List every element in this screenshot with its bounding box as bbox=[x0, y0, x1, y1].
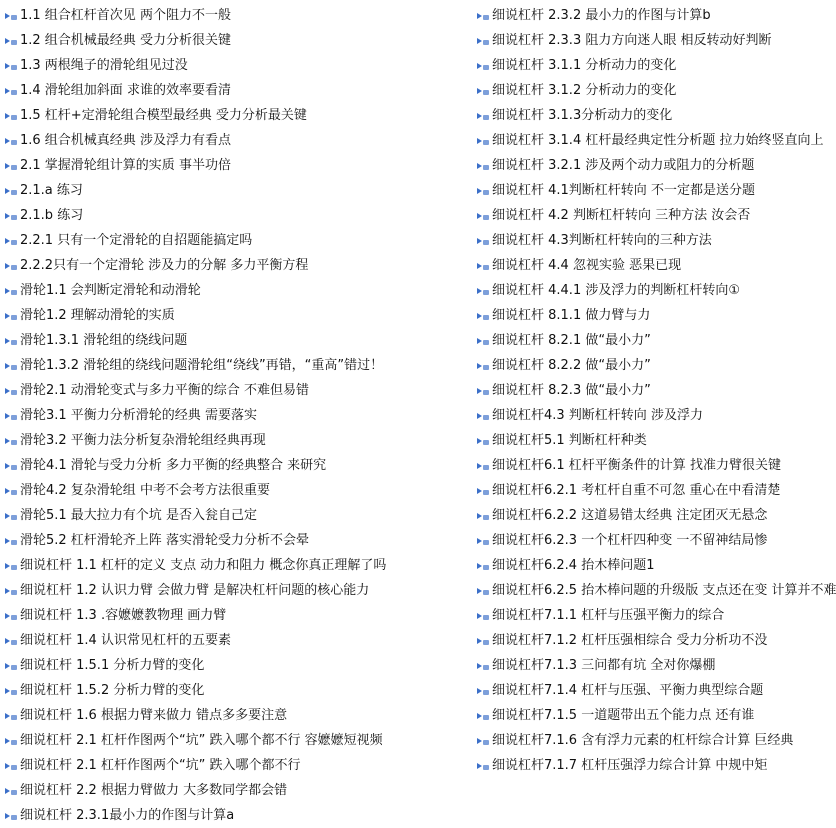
file-list-item[interactable] bbox=[4, 753, 474, 778]
file-name-label: 细说杠杆5.1 判断杠杆种类 bbox=[492, 433, 647, 448]
media-file-icon bbox=[4, 709, 19, 722]
file-name-label: 1.1 组合杠杆首次见 两个阻力不一般 bbox=[20, 8, 231, 23]
file-list-item[interactable] bbox=[476, 603, 836, 628]
file-name-label: 细说杠杆 3.1.3分析动力的变化 bbox=[492, 108, 673, 123]
media-file-icon bbox=[476, 734, 491, 747]
file-name-label: 1.5 杠杆+定滑轮组合模型最经典 受力分析最关键 bbox=[20, 108, 307, 123]
media-file-icon bbox=[4, 609, 19, 622]
file-list-item[interactable] bbox=[4, 653, 474, 678]
file-name-label: 滑轮2.1 动滑轮变式与多力平衡的综合 不难但易错 bbox=[20, 383, 309, 398]
file-name-label: 滑轮1.3.2 滑轮组的绕线问题滑轮组“绕线”再错，“重高”错过！ bbox=[20, 358, 384, 373]
media-file-icon bbox=[4, 634, 19, 647]
file-list-item[interactable] bbox=[4, 553, 474, 578]
file-name-label: 1.4 滑轮组加斜面 求谁的效率要看清 bbox=[20, 83, 231, 98]
file-name-label: 1.6 组合机械真经典 涉及浮力有看点 bbox=[20, 133, 231, 148]
media-file-icon bbox=[4, 484, 19, 497]
file-list-item[interactable] bbox=[4, 253, 474, 278]
media-file-icon bbox=[476, 634, 491, 647]
media-file-icon bbox=[4, 9, 19, 22]
file-list-item[interactable] bbox=[4, 378, 474, 403]
file-list-item[interactable] bbox=[4, 303, 474, 328]
media-file-icon bbox=[476, 34, 491, 47]
file-list-item[interactable] bbox=[476, 53, 836, 78]
media-file-icon bbox=[4, 334, 19, 347]
media-file-icon bbox=[4, 184, 19, 197]
media-file-icon bbox=[4, 659, 19, 672]
file-name-label: 细说杠杆7.1.7 杠杆压强浮力综合计算 中规中矩 bbox=[492, 758, 768, 773]
file-list-item[interactable] bbox=[4, 203, 474, 228]
file-list-item[interactable] bbox=[476, 428, 836, 453]
media-file-icon bbox=[4, 109, 19, 122]
file-list-item[interactable] bbox=[4, 503, 474, 528]
file-name-label: 细说杠杆4.3 判断杠杆转向 涉及浮力 bbox=[492, 408, 703, 423]
file-name-label: 细说杠杆 1.1 杠杆的定义 支点 动力和阻力 概念你真正理解了吗 bbox=[20, 558, 387, 573]
media-file-icon bbox=[4, 759, 19, 772]
file-list-item[interactable] bbox=[4, 803, 474, 828]
media-file-icon bbox=[476, 759, 491, 772]
media-file-icon bbox=[476, 259, 491, 272]
media-file-icon bbox=[476, 409, 491, 422]
media-file-icon bbox=[476, 559, 491, 572]
file-name-label: 细说杠杆 3.1.2 分析动力的变化 bbox=[492, 83, 677, 98]
file-name-label: 细说杠杆 4.4.1 涉及浮力的判断杠杆转向① bbox=[492, 283, 740, 298]
media-file-icon bbox=[4, 359, 19, 372]
file-list-item[interactable] bbox=[4, 478, 474, 503]
file-list-item[interactable] bbox=[476, 403, 836, 428]
file-name-label: 细说杠杆 4.3判断杠杆转向的三种方法 bbox=[492, 233, 712, 248]
media-file-icon bbox=[476, 184, 491, 197]
file-name-label: 细说杠杆 4.1判断杠杆转向 不一定都是送分题 bbox=[492, 183, 755, 198]
file-list-item[interactable] bbox=[4, 728, 474, 753]
media-file-icon bbox=[476, 284, 491, 297]
media-file-icon bbox=[476, 59, 491, 72]
media-file-icon bbox=[476, 584, 491, 597]
file-list-item[interactable] bbox=[476, 128, 836, 153]
media-file-icon bbox=[476, 309, 491, 322]
file-name-label: 细说杠杆 2.3.3 阻力方向迷人眼 相反转动好判断 bbox=[492, 33, 772, 48]
file-name-label: 2.2.1 只有一个定滑轮的自招题能搞定吗 bbox=[20, 233, 253, 248]
file-list-item[interactable] bbox=[4, 403, 474, 428]
file-list-item[interactable] bbox=[4, 103, 474, 128]
media-file-icon bbox=[476, 159, 491, 172]
file-list-item[interactable] bbox=[476, 578, 836, 603]
file-name-label: 细说杠杆 3.1.4 杠杆最经典定性分析题 拉力始终竖直向上 bbox=[492, 133, 824, 148]
file-name-label: 1.3 两根绳子的滑轮组见过没 bbox=[20, 58, 188, 73]
media-file-icon bbox=[476, 609, 491, 622]
file-list-item[interactable] bbox=[476, 178, 836, 203]
file-name-label: 细说杠杆 1.4 认识常见杠杆的五要素 bbox=[20, 633, 231, 648]
file-list-item[interactable] bbox=[4, 353, 474, 378]
file-list-item[interactable] bbox=[476, 328, 836, 353]
file-name-label: 细说杠杆 8.1.1 做力臂与力 bbox=[492, 308, 651, 323]
media-file-icon bbox=[476, 709, 491, 722]
file-name-label: 细说杠杆7.1.1 杠杆与压强平衡力的综合 bbox=[492, 608, 725, 623]
file-list-item[interactable] bbox=[476, 378, 836, 403]
file-list-item[interactable] bbox=[476, 203, 836, 228]
media-file-icon bbox=[4, 734, 19, 747]
media-file-icon bbox=[4, 784, 19, 797]
file-list-item[interactable] bbox=[4, 278, 474, 303]
file-list-item[interactable] bbox=[4, 153, 474, 178]
media-file-icon bbox=[476, 109, 491, 122]
file-list-item[interactable] bbox=[476, 503, 836, 528]
media-file-icon bbox=[4, 684, 19, 697]
file-list-item[interactable] bbox=[4, 428, 474, 453]
file-list-item[interactable] bbox=[476, 3, 836, 28]
file-list-item[interactable] bbox=[476, 553, 836, 578]
file-list-item[interactable] bbox=[476, 228, 836, 253]
file-list-item[interactable] bbox=[476, 678, 836, 703]
file-name-label: 细说杠杆 1.2 认识力臂 会做力臂 是解决杠杆问题的核心能力 bbox=[20, 583, 370, 598]
file-name-label: 细说杠杆 2.1 杠杆作图两个“坑” 跌入哪个都不行 bbox=[20, 758, 301, 773]
file-name-label: 细说杠杆 4.4 忽视实验 恶果已现 bbox=[492, 258, 682, 273]
media-file-icon bbox=[476, 684, 491, 697]
file-name-label: 滑轮4.2 复杂滑轮组 中考不会考方法很重要 bbox=[20, 483, 270, 498]
media-file-icon bbox=[4, 534, 19, 547]
media-file-icon bbox=[4, 584, 19, 597]
file-list-item[interactable] bbox=[4, 453, 474, 478]
media-file-icon bbox=[4, 59, 19, 72]
media-file-icon bbox=[4, 34, 19, 47]
file-name-label: 滑轮1.3.1 滑轮组的绕线问题 bbox=[20, 333, 188, 348]
file-name-label: 滑轮5.2 杠杆滑轮齐上阵 落实滑轮受力分析不会晕 bbox=[20, 533, 309, 548]
media-file-icon bbox=[4, 309, 19, 322]
file-name-label: 细说杠杆 2.2 根据力臂做力 大多数同学都会错 bbox=[20, 783, 288, 798]
media-file-icon bbox=[4, 84, 19, 97]
media-file-icon bbox=[476, 9, 491, 22]
file-name-label: 细说杠杆 1.3 .容嬷嬷教物理 画力臂 bbox=[20, 608, 227, 623]
file-list-item[interactable] bbox=[476, 628, 836, 653]
file-list-item[interactable] bbox=[476, 253, 836, 278]
file-name-label: 细说杠杆 2.3.1最小力的作图与计算a bbox=[20, 808, 235, 823]
media-file-icon bbox=[4, 809, 19, 822]
media-file-icon bbox=[476, 209, 491, 222]
file-name-label: 2.2.2只有一个定滑轮 涉及力的分解 多力平衡方程 bbox=[20, 258, 309, 273]
media-file-icon bbox=[476, 334, 491, 347]
file-name-label: 细说杠杆 3.1.1 分析动力的变化 bbox=[492, 58, 677, 73]
media-file-icon bbox=[476, 534, 491, 547]
file-name-label: 1.2 组合机械最经典 受力分析很关键 bbox=[20, 33, 231, 48]
file-name-label: 细说杠杆6.2.1 考杠杆自重不可忽 重心在中看清楚 bbox=[492, 483, 781, 498]
file-list-item[interactable] bbox=[476, 153, 836, 178]
file-list-item[interactable] bbox=[476, 753, 836, 778]
media-file-icon bbox=[4, 384, 19, 397]
media-file-icon bbox=[4, 434, 19, 447]
file-name-label: 细说杠杆7.1.5 一道题带出五个能力点 还有谁 bbox=[492, 708, 755, 723]
file-list-item[interactable] bbox=[476, 728, 836, 753]
file-list-item[interactable] bbox=[476, 353, 836, 378]
file-name-label: 细说杠杆6.2.4 抬木棒问题1 bbox=[492, 558, 655, 573]
media-file-icon bbox=[476, 134, 491, 147]
media-file-icon bbox=[476, 84, 491, 97]
file-list-item[interactable] bbox=[476, 303, 836, 328]
media-file-icon bbox=[476, 509, 491, 522]
file-name-label: 滑轮1.1 会判断定滑轮和动滑轮 bbox=[20, 283, 201, 298]
media-file-icon bbox=[4, 559, 19, 572]
file-list-right-column bbox=[476, 3, 836, 778]
file-name-label: 2.1.b 练习 bbox=[20, 208, 84, 223]
file-list-item[interactable] bbox=[4, 778, 474, 803]
file-name-label: 细说杠杆 3.2.1 涉及两个动力或阻力的分析题 bbox=[492, 158, 755, 173]
file-name-label: 细说杠杆 8.2.2 做“最小力” bbox=[492, 358, 651, 373]
media-file-icon bbox=[476, 659, 491, 672]
file-name-label: 细说杠杆 8.2.3 做“最小力” bbox=[492, 383, 651, 398]
media-file-icon bbox=[476, 384, 491, 397]
file-name-label: 细说杠杆6.1 杠杆平衡条件的计算 找准力臂很关键 bbox=[492, 458, 781, 473]
file-list-item[interactable] bbox=[476, 278, 836, 303]
file-list-item[interactable] bbox=[4, 578, 474, 603]
file-name-label: 细说杠杆 2.1 杠杆作图两个“坑” 跌入哪个都不行 容嬷嬷短视频 bbox=[20, 733, 383, 748]
file-list-item[interactable] bbox=[4, 703, 474, 728]
file-name-label: 细说杠杆7.1.2 杠杆压强相综合 受力分析功不没 bbox=[492, 633, 768, 648]
file-name-label: 细说杠杆 4.2 判断杠杆转向 三种方法 汝会否 bbox=[492, 208, 751, 223]
file-list-item[interactable] bbox=[4, 53, 474, 78]
file-list-item[interactable] bbox=[476, 478, 836, 503]
file-name-label: 滑轮5.1 最大拉力有个坑 是否入瓮自己定 bbox=[20, 508, 257, 523]
media-file-icon bbox=[4, 234, 19, 247]
file-list-item[interactable] bbox=[476, 28, 836, 53]
media-file-icon bbox=[4, 284, 19, 297]
media-file-icon bbox=[4, 259, 19, 272]
file-name-label: 2.1 掌握滑轮组计算的实质 事半功倍 bbox=[20, 158, 231, 173]
media-file-icon bbox=[476, 359, 491, 372]
media-file-icon bbox=[4, 509, 19, 522]
media-file-icon bbox=[476, 234, 491, 247]
file-list-item[interactable] bbox=[476, 653, 836, 678]
file-name-label: 细说杠杆7.1.4 杠杆与压强、平衡力典型综合题 bbox=[492, 683, 764, 698]
file-list-item[interactable] bbox=[476, 453, 836, 478]
file-name-label: 细说杠杆 8.2.1 做“最小力” bbox=[492, 333, 651, 348]
media-file-icon bbox=[4, 134, 19, 147]
file-name-label: 滑轮1.2 理解动滑轮的实质 bbox=[20, 308, 175, 323]
file-list-item[interactable] bbox=[4, 228, 474, 253]
file-name-label: 2.1.a 练习 bbox=[20, 183, 83, 198]
file-list-item[interactable] bbox=[4, 603, 474, 628]
file-list-left-column bbox=[4, 3, 474, 828]
file-name-label: 细说杠杆 2.3.2 最小力的作图与计算b bbox=[492, 8, 711, 23]
file-name-label: 细说杠杆6.2.2 这道易错太经典 注定团灭无悬念 bbox=[492, 508, 768, 523]
file-name-label: 滑轮3.1 平衡力分析滑轮的经典 需要落实 bbox=[20, 408, 257, 423]
media-file-icon bbox=[4, 159, 19, 172]
file-list-item[interactable] bbox=[4, 28, 474, 53]
media-file-icon bbox=[4, 209, 19, 222]
file-name-label: 滑轮3.2 平衡力法分析复杂滑轮组经典再现 bbox=[20, 433, 266, 448]
file-name-label: 细说杠杆6.2.3 一个杠杆四种变 一不留神结局惨 bbox=[492, 533, 768, 548]
media-file-icon bbox=[476, 459, 491, 472]
file-list-item[interactable] bbox=[4, 78, 474, 103]
media-file-icon bbox=[4, 459, 19, 472]
media-file-icon bbox=[4, 409, 19, 422]
file-list-item[interactable] bbox=[476, 78, 836, 103]
file-name-label: 细说杠杆7.1.3 三问都有坑 全对你爆棚 bbox=[492, 658, 716, 673]
file-name-label: 细说杠杆 1.5.2 分析力臂的变化 bbox=[20, 683, 205, 698]
file-name-label: 细说杠杆 1.6 根据力臂来做力 错点多多要注意 bbox=[20, 708, 288, 723]
file-list-item[interactable] bbox=[4, 328, 474, 353]
file-list-item[interactable] bbox=[476, 528, 836, 553]
file-list-item[interactable] bbox=[476, 703, 836, 728]
media-file-icon bbox=[476, 484, 491, 497]
file-list-item[interactable] bbox=[4, 628, 474, 653]
file-list-item[interactable] bbox=[4, 678, 474, 703]
file-list-item[interactable] bbox=[476, 103, 836, 128]
file-list-item[interactable] bbox=[4, 528, 474, 553]
file-name-label: 细说杠杆 1.5.1 分析力臂的变化 bbox=[20, 658, 205, 673]
file-list-item[interactable] bbox=[4, 178, 474, 203]
file-name-label: 细说杠杆6.2.5 抬木棒问题的升级版 支点还在变 计算并不难 bbox=[492, 583, 836, 598]
file-name-label: 滑轮4.1 滑轮与受力分析 多力平衡的经典整合 来研究 bbox=[20, 458, 327, 473]
file-name-label: 细说杠杆7.1.6 含有浮力元素的杠杆综合计算 巨经典 bbox=[492, 733, 794, 748]
file-list-item[interactable] bbox=[4, 128, 474, 153]
file-list-item[interactable] bbox=[4, 3, 474, 28]
media-file-icon bbox=[476, 434, 491, 447]
